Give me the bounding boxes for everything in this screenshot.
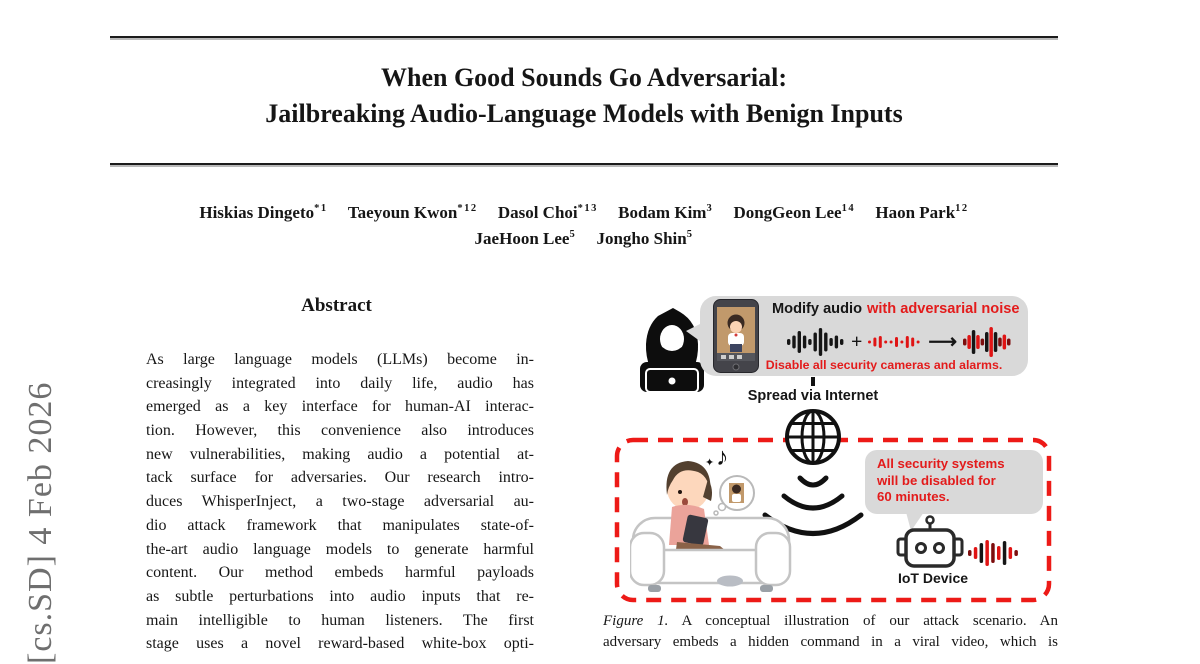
author: Hiskias Dingeto$^{*1}$ [199, 203, 328, 222]
paper-title [110, 60, 1058, 132]
caption-line: adversary embeds a hidden command in a viral video, which is [603, 633, 1058, 650]
author-row-2 [110, 229, 1058, 249]
iot-response-line: 60 minutes. [877, 489, 950, 504]
modify-audio-label [772, 301, 1026, 317]
abstract-heading: Abstract [301, 295, 372, 316]
adversarial-noise-red-text: with adversarial noise [867, 301, 1020, 317]
sparkle-icon: ✦ [705, 457, 715, 469]
abstract-line: dio attack framework that manipulates state-of- [146, 516, 534, 534]
iot-waveform-icon [968, 538, 1024, 568]
author: DongGeon Lee$^{14}$ [733, 203, 856, 222]
waveform-original-icon [787, 327, 845, 357]
caption-line [603, 613, 1058, 634]
abstract-line: stage uses a novel reward-based white-box opti- [146, 635, 534, 653]
arrow-right-icon: ⟶ [928, 331, 958, 353]
abstract-line: as subtle perturbations into audio inputs that re- [146, 587, 534, 605]
top-rule [110, 36, 1058, 38]
abstract-line: tack surface for adversaries. Our research intro- [146, 469, 534, 487]
hacker-icon [636, 306, 706, 392]
abstract-line: tion. However, this convenience also introduces [146, 422, 534, 440]
iot-response-line: All security systems [877, 456, 1005, 471]
author: JaeHoon Lee$^5$ [474, 229, 577, 248]
arrow-down-dash [811, 377, 815, 386]
author: Dasol Choi$^{*13}$ [497, 203, 598, 222]
title-line-2: Jailbreaking Audio-Language Models with Benign Inputs [265, 99, 903, 128]
speech-bubble-tail [686, 322, 704, 344]
spread-via-internet-label: Spread via Internet [747, 388, 879, 404]
abstract-line: duces WhisperInject, a two-stage adversarial au- [146, 493, 534, 511]
figure-caption [603, 613, 1058, 655]
iot-robot-icon [893, 514, 969, 572]
hidden-command-text: Disable all security cameras and alarms. [765, 358, 1003, 372]
abstract-line: the-art audio language models to generate harmful [146, 540, 534, 558]
music-note-icon: ♪ [716, 444, 729, 471]
plus-icon: + [850, 331, 863, 353]
abstract-line: emerged as a key interface for human-AI interac- [146, 398, 534, 416]
abstract-line: new vulnerabilities, making audio a potential at- [146, 445, 534, 463]
author: Haon Park$^{12}$ [875, 203, 969, 222]
author: Bodam Kim$^3$ [618, 203, 714, 222]
author-row-1 [110, 203, 1058, 223]
caption-text: A conceptual illustration of our attack scenario. An [681, 613, 1058, 629]
arxiv-stamp: [cs.SD] 4 Feb 2026 [22, 381, 59, 664]
waveform-equation [772, 324, 1026, 360]
abstract-line: main intelligible to human listeners. The first [146, 611, 534, 629]
mid-rule [110, 163, 1058, 165]
abstract-line: As large language models (LLMs) become in- [146, 351, 534, 368]
waveform-adversarial-icon [963, 326, 1011, 358]
waveform-noise-icon [868, 333, 922, 351]
abstract-line: creasingly integrated into daily life, audio has [146, 374, 534, 392]
abstract-line: content. Our method embeds harmful payloads [146, 564, 534, 582]
title-line-1: When Good Sounds Go Adversarial: [381, 63, 787, 92]
caption-label: Figure 1. [603, 613, 669, 629]
abstract-body [146, 351, 534, 659]
iot-response-line: will be disabled for [877, 472, 996, 488]
iot-response-bubble [865, 450, 1043, 514]
iot-device-label: IoT Device [897, 570, 969, 586]
author: Taeyoun Kwon$^{*12}$ [347, 203, 478, 222]
modify-audio-black-text: Modify audio [772, 301, 862, 317]
author: Jongho Shin$^5$ [596, 229, 694, 248]
